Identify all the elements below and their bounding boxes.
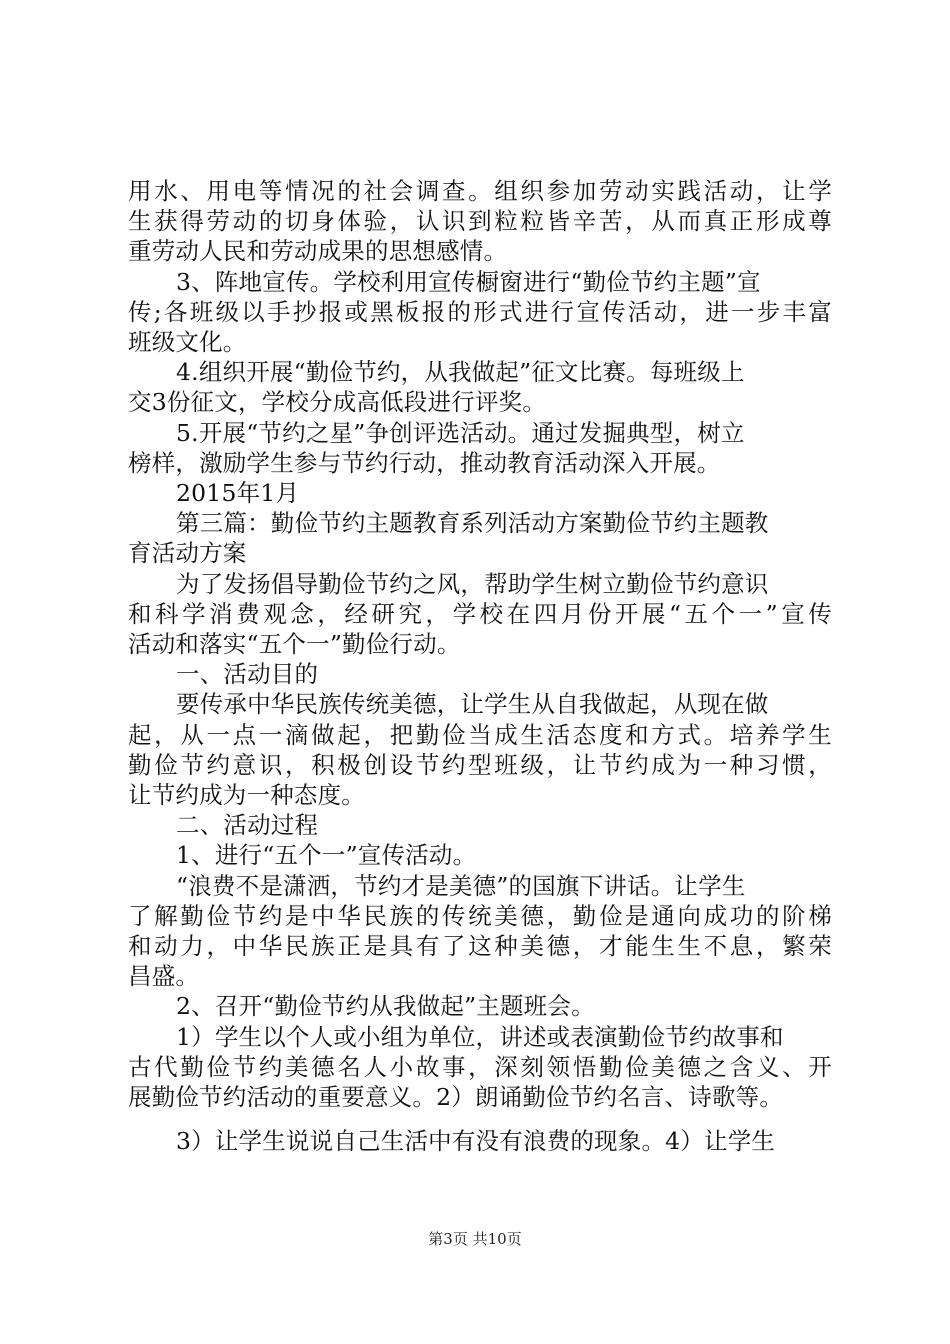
subheading: 一、活动目的 bbox=[176, 660, 319, 689]
text-line: 要传承中华民族传统美德，让学生从自我做起，从现在做 bbox=[176, 690, 769, 719]
text-line: 1）学生以个人或小组为单位，讲述或表演勤俭节约故事和 bbox=[176, 1022, 784, 1051]
text-line: 5.开展“节约之星”争创评选活动。通过发掘典型，树立 bbox=[176, 418, 745, 447]
text-line: 1、进行“五个一”宣传活动。 bbox=[176, 841, 477, 870]
text-line: 活动和落实“五个一”勤俭行动。 bbox=[128, 630, 461, 658]
text-line: 展勤俭节约活动的重要意义。2）朗诵勤俭节约名言、诗歌等。 bbox=[128, 1083, 784, 1111]
page-footer: 第3页 共10页 bbox=[428, 1230, 522, 1248]
date-line: 2015年1月 bbox=[176, 479, 300, 507]
text-line: 3、阵地宣传。学校利用宣传橱窗进行“勤俭节约主题”宣 bbox=[176, 267, 761, 296]
section-heading: 第三篇：勤俭节约主题教育系列活动方案勤俭节约主题教 bbox=[176, 509, 769, 538]
text-line: “浪费不是潇洒，节约才是美德”的国旗下讲话。让学生 bbox=[176, 871, 746, 900]
text-line: 榜样，激励学生参与节约行动，推动教育活动深入开展。 bbox=[128, 448, 721, 477]
text-line: 了解勤俭节约是中华民族的传统美德，勤俭是通向成功的阶梯 bbox=[128, 901, 832, 930]
text-line: 勤俭节约意识，积极创设节约型班级，让节约成为一种习惯， bbox=[128, 750, 832, 779]
text-line: 起，从一点一滴做起，把勤俭当成生活态度和方式。培养学生 bbox=[128, 720, 832, 749]
text-line: 传;各班级以手抄报或黑板报的形式进行宣传活动，进一步丰富 bbox=[128, 297, 832, 326]
text-line: 昌盛。 bbox=[128, 962, 200, 991]
text-line: 班级文化。 bbox=[128, 328, 247, 356]
text-line: 古代勤俭节约美德名人小故事，深刻领悟勤俭美德之含义、开 bbox=[128, 1052, 832, 1081]
text-line: 3）让学生说说自己生活中有没有浪费的现象。4）让学生 bbox=[176, 1127, 776, 1156]
text-line: 重劳动人民和劳动成果的思想感情。 bbox=[128, 237, 508, 266]
text-line: 和动力，中华民族正是具有了这种美德，才能生生不息，繁荣 bbox=[128, 932, 832, 960]
text-line: 为了发扬倡导勤俭节约之风，帮助学生树立勤俭节约意识 bbox=[176, 569, 769, 598]
text-line: 4.组织开展“勤俭节约，从我做起”征文比赛。每班级上 bbox=[176, 358, 745, 387]
text-line: 2、召开“勤俭节约从我做起”主题班会。 bbox=[176, 992, 595, 1021]
text-line: 生获得劳动的切身体验，认识到粒粒皆辛苦，从而真正形成尊 bbox=[128, 207, 832, 236]
text-line: 用水、用电等情况的社会调查。组织参加劳动实践活动，让学 bbox=[128, 177, 832, 205]
subheading: 二、活动过程 bbox=[176, 811, 319, 840]
text-line: 交3份征文，学校分成高低段进行评奖。 bbox=[128, 388, 547, 417]
section-heading-cont: 育活动方案 bbox=[128, 539, 247, 568]
text-line: 让节约成为一种态度。 bbox=[128, 781, 365, 809]
text-line: 和科学消费观念，经研究，学校在四月份开展“五个一”宣传 bbox=[128, 599, 832, 628]
